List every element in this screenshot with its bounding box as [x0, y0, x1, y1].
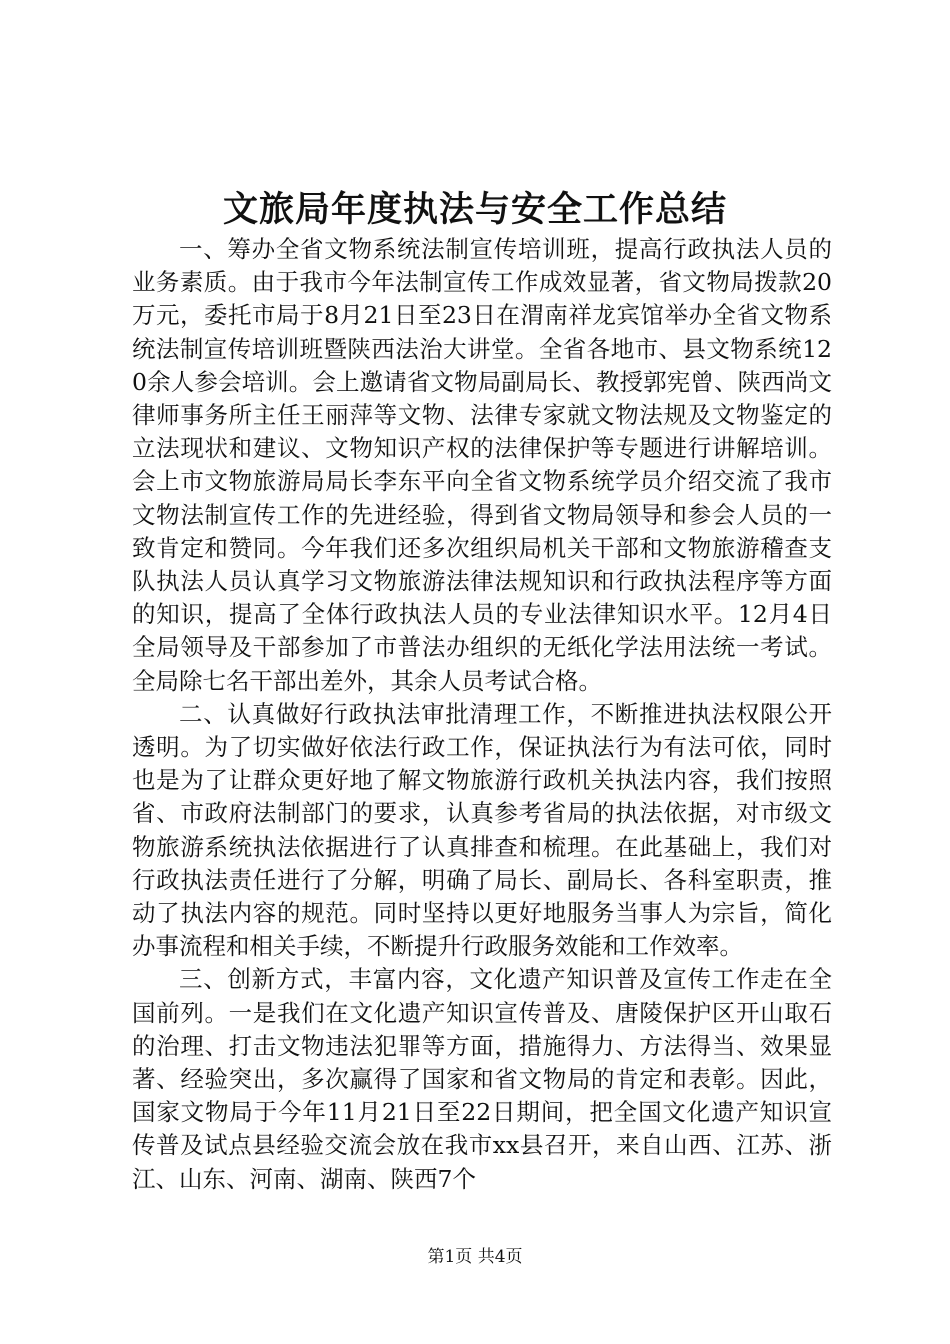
paragraph-3: 三、创新方式，丰富内容，文化遗产知识普及宣传工作走在全国前列。一是我们在文化遗产知识宣传普及、唐陵保护区开山取石的治理、打击文物违法犯罪等方面，措施得力、方法得当、效果显著、经验突出，多次赢得了国家和省文物局的肯定和表彰。因此，国家文物局于今年11月21日至22日期间，把全国文化遗产知识宣传普及试点县经验交流会放在我市xx县召开，来自山西、江苏、浙江、山东、河南、湖南、陕西7个: [132, 965, 832, 1193]
paragraph-2: 二、认真做好行政执法审批清理工作，不断推进执法权限公开透明。为了切实做好依法行政工作，保证执法行为有法可依，同时也是为了让群众更好地了解文物旅游行政机关执法内容，我们按照省、市政府法制部门的要求，认真参考省局的执法依据，对市级文物旅游系统执法依据进行了认真排查和梳理。在此基础上，我们对行政执法责任进行了分解，明确了局长、副局长、各科室职责，推动了执法内容的规范。同时坚持以更好地服务当事人为宗旨，简化办事流程和相关手续，不断提升行政服务效能和工作效率。: [132, 699, 832, 961]
paragraph-1: 一、筹办全省文物系统法制宣传培训班，提高行政执法人员的业务素质。由于我市今年法制宣传工作成效显著，省文物局拨款20万元，委托市局于8月21日至23日在渭南祥龙宾馆举办全省文物系统法制宣传培训班暨陕西法治大讲堂。全省各地市、县文物系统120余人参会培训。会上邀请省文物局副局长、教授郭宪曾、陕西尚文律师事务所主任王丽萍等文物、法律专家就文物法规及文物鉴定的立法现状和建议、文物知识产权的法律保护等专题进行讲解培训。会上市文物旅游局局长李东平向全省文物系统学员介绍交流了我市文物法制宣传工作的先进经验，得到省文物局领导和参会人员的一致肯定和赞同。今年我们还多次组织局机关干部和文物旅游稽查支队执法人员认真学习文物旅游法律法规知识和行政执法程序等方面的知识，提高了全体行政执法人员的专业法律知识水平。12月4日全局领导及干部参加了市普法办组织的无纸化学法用法统一考试。全局除七名干部出差外，其余人员考试合格。: [132, 235, 832, 695]
page-number-footer: 第1页 共4页: [427, 1247, 523, 1267]
document-title: 文旅局年度执法与安全工作总结: [222, 189, 727, 230]
document-body: [132, 233, 832, 1196]
